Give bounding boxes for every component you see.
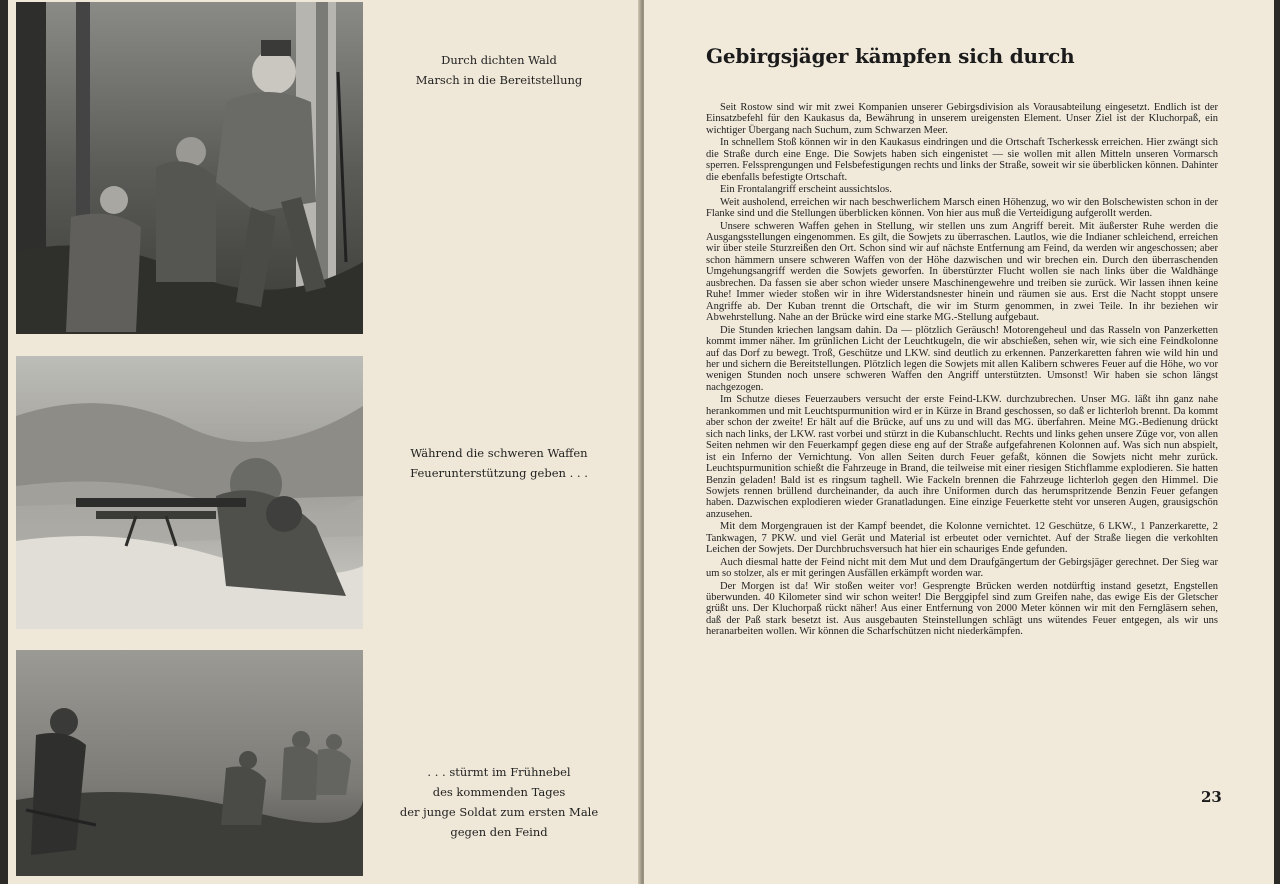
- caption-morning-fog: [378, 762, 620, 842]
- caption-forest-march: [378, 50, 620, 90]
- caption-line: des kommenden Tages: [432, 785, 566, 799]
- paragraph: Die Stunden kriechen langsam dahin. Da — plötzlich Geräusch! Motorengeheul und das Rasseln von Panzerketten kommt immer näher. Im grünlichen Licht der Leuchtkugeln, die wir abschießen, sehen wir, wie sich eine Feindkolonne auf das Dorf zu bewegt. Troß, Geschütze und LKW. sind deutlich zu erkennen. Panzerkaretten fahren wie wild hin und her und sichern die Bereitstellungen. Plötzlich legen die Sowjets mit allen Kalibern schweres Feuer auf die Höhe, wo vor wenigen Stunden noch unsere schweren Waffen den Angriff unterstützten. Umsonst! Wir haben sie schon längst nachgezogen.: [706, 324, 1218, 393]
- right-page: [644, 0, 1274, 884]
- caption-line: Während die schweren Waffen: [410, 446, 588, 460]
- article-heading: Gebirgsjäger kämpfen sich durch: [706, 44, 1075, 68]
- paragraph: In schnellem Stoß können wir in den Kaukasus eindringen und die Ortschaft Tscherkessk erreichen. Hier zwängt sich die Straße durch eine Enge. Die Sowjets haben sich eingenistet — sie wollen mit allen Mitteln unseren Vormarsch sperren. Felssprengungen und Felsbefestigungen rechts und links der Straße, soweit wir sie überblicken können. Dahinter die ebenfalls befestigte Ortschaft.: [706, 137, 1218, 183]
- caption-line: . . . stürmt im Frühnebel: [427, 765, 571, 779]
- paragraph: Im Schutze dieses Feuerzaubers versucht der erste Feind-LKW. durchzubrechen. Unser MG. läßt ihn ganz nahe herankommen und mit Leuchtspurmunition wird er in Kürze in Brand geschossen, so daß er lichterloh brennt. Da kommt aber schon der zweite! Er hält auf die Brücke, auf uns zu und will das MG. überfahren. Meine MG.-Bedienung drückt sich nach links, der LKW. rast vorbei und stürzt in die Kubanschlucht. Rechts und links gehen unsere Züge vor, von allen Seiten nehmen wir den Feuerkampf gegen diese eng auf der Straße aufgefahrenen Kolonnen auf. Was sich nun abspielt, ist ein Inferno der Vernichtung. Von allen Seiten durch Feuer gefaßt, können die Sowjets nicht mehr zurück. Leuchtspurmunition schießt die Fahrzeuge in Brand, die teilweise mit einer riesigen Stichflamme explodieren. Sie hatten Benzin geladen! Bald ist es ringsum taghell. Wie Fackeln brennen die Fahrzeuge lichterloh gegen den Himmel. Die Sowjets rennen brüllend durcheinander, da auch ihre Uniformen durch das herumspritzende Benzin Feuer gefangen haben. Dazwischen explodieren wieder Granatladungen. Eine einzige Feuerkette steht vor unseren Augen, grausigschön anzusehen.: [706, 394, 1218, 520]
- article-body: [706, 102, 1218, 639]
- paragraph: Weit ausholend, erreichen wir nach beschwerlichem Marsch einen Höhenzug, wo wir den Bolschewisten schon in der Flanke sind und die Stellungen überblicken können. Von hier aus muß die Verteidigung aufgerollt werden.: [706, 196, 1218, 220]
- caption-line: Durch dichten Wald: [441, 53, 557, 67]
- caption-line: Marsch in die Bereitstellung: [415, 73, 583, 87]
- paragraph: Mit dem Morgengrauen ist der Kampf beendet, die Kolonne vernichtet. 12 Geschütze, 6 LKW., 1 Panzerkarette, 2 Tankwagen, 7 PKW. und viel Gerät und Material ist erbeutet oder vernichtet. Auf der Straße liegen die verkohlten Leichen der Sowjets. Der Durchbruchsversuch hat hier ein schauriges Ende gefunden.: [706, 521, 1218, 556]
- paragraph: Ein Frontalangriff erscheint aussichtslos.: [720, 184, 892, 196]
- caption-heavy-weapons: [378, 443, 620, 483]
- photo-machine-gun-crew: [16, 356, 363, 629]
- caption-line: der junge Soldat zum ersten Male: [399, 805, 599, 819]
- photo-foggy-advance: [16, 650, 363, 876]
- left-page: [8, 0, 642, 884]
- caption-line: gegen den Feind: [450, 825, 548, 839]
- paragraph: Auch diesmal hatte der Feind nicht mit dem Mut und dem Draufgängertum der Gebirgsjäger gerechnet. Der Sieg war um so stolzer, als er mit geringen Ausfällen erkämpft worden war.: [706, 556, 1218, 580]
- photo-forest-soldiers: [16, 2, 363, 334]
- paragraph: Unsere schweren Waffen gehen in Stellung, wir stellen uns zum Angriff bereit. Mit äußerster Ruhe werden die Ausgangsstellungen eingenommen. Es gilt, die Sowjets zu überraschen. Lautlos, wie die Indianer schleichend, erreichen wir über steile Sturzreißen den Ort. Schon sind wir auf nächste Entfernung am Feind, da werden wir angeschossen; aber schon hämmern unsere schweren Waffen von der Höhe dazwischen und wir brechen ein. Durch den überraschenden Umgehungsangriff werden die Sowjets geworfen. In überstürzter Flucht wollen sie nach links über die Waldhänge ausbrechen. Da fassen sie aber schon wieder unsere Maschinengewehre und treiben sie zurück. Wir lassen ihnen keine Ruhe! Immer wieder stoßen wir in ihre Widerstandsnester hinein und räumen sie aus. Erst die Nacht stoppt unsere Angriffe ab. Der Kuban trennt die Ortschaft, die wir im Sturm genommen, in zwei Teile. In ihr beziehen wir Abwehrstellung. Nahe an der Brücke wird eine starke MG.-Stellung aufgebaut.: [706, 220, 1218, 324]
- paragraph: Der Morgen ist da! Wir stoßen weiter vor! Gesprengte Brücken werden notdürftig instand gesetzt, Engstellen überwunden. 40 Kilometer sind wir schon weiter! Die Berggipfel sind zum Greifen nahe, das ewige Eis der Gletscher grüßt uns. Der Kluchorpaß rückt näher! Aus einer Entfernung von 2000 Meter können wir mit den Ferngläsern sehen, daß der Paß stark besetzt ist. Aus ausgebauten Steinstellungen schlägt uns wütendes Feuer entgegen, als wir uns heranarbeiten wollen. Wir können die Scharfschützen nicht niederkämpfen.: [706, 580, 1218, 638]
- caption-line: Feuerunterstützung geben . . .: [410, 466, 588, 480]
- paragraph: Seit Rostow sind wir mit zwei Kompanien unserer Gebirgsdivision als Vorausabteilung eingesetzt. Endlich ist der Einsatzbefehl für den Kaukasus da, Bewährung in unserem ureigensten Element. Unser Ziel ist der Kluchorpaß, ein wichtiger Übergang nach Suchum, zum Schwarzen Meer.: [706, 102, 1218, 136]
- page-number: 23: [1201, 788, 1222, 806]
